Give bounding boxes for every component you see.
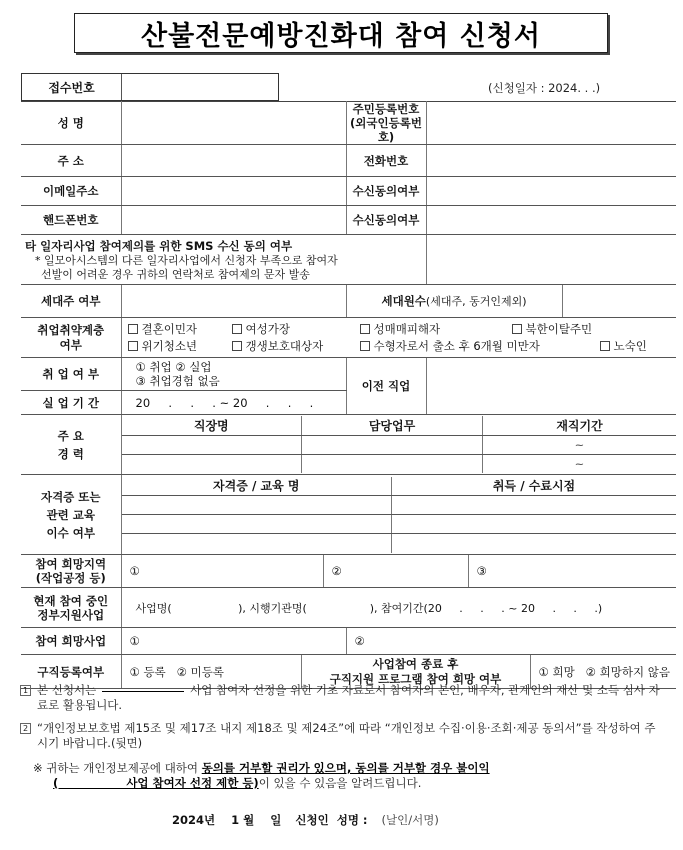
career-workplace-field[interactable] [122,454,302,473]
checkbox-icon [360,341,370,351]
option-marriage-immigrant[interactable]: 결혼이민자 [128,321,232,338]
sms-consent-title: 타 일자리사업 참여제의를 위한 SMS 수신 동의 여부 [25,238,293,253]
option-homeless[interactable]: 노숙인 [600,338,647,355]
household-size-label-note: (세대주, 동거인제외) [425,295,527,308]
sms-consent-label [21,235,426,285]
unemployment-period-label: 실 업 기 간 [21,391,121,415]
certificate-row [122,534,677,553]
warning-suffix: 이 있을 수 있음을 알려드립니다. [258,776,422,790]
email-consent-field[interactable] [426,177,676,206]
post-program-support-options[interactable]: ① 희망 ② 희망하지 않음 [530,655,676,689]
warning-bold-line1: 동의를 거부할 권리가 있으며, 동의를 거부할 경우 불이익 [201,761,490,775]
current-program-label-line1: 현재 참여 중인 [33,593,109,608]
signer-name-label: 신청인 성명 : [295,813,368,827]
notes-section [20,683,665,759]
option-north-korean-defector[interactable]: 북한이탈주민 [512,321,593,338]
checkbox-icon [232,324,242,334]
program-name-blank[interactable] [102,691,184,692]
sms-consent-note-line2: 선발이 어려운 경우 귀하의 연락처로 참여제의 문자 발송 [41,267,310,281]
certificate-header-date: 취득 / 수료시점 [392,477,677,496]
career-row [122,454,677,473]
career-table-cell [121,415,676,475]
previous-job-field[interactable] [426,358,676,415]
privacy-warning [33,761,665,791]
desired-program-field-2[interactable]: ② [346,628,676,655]
note-number-icon: 1 [20,685,31,696]
rrn-label-line2: (외국인등록번호) [350,116,422,144]
desired-area-field-3[interactable]: ③ [468,555,676,588]
phone-field[interactable] [426,145,676,177]
household-size-label-bold: 세대원수 [381,294,426,308]
certificate-row [122,515,677,534]
warning-bold-line2: ( 사업 참여자 선정 제한 등) [53,776,259,790]
unemployment-period-field[interactable]: 20 . . . ~ 20 . . . [121,391,346,415]
certificate-row [122,496,677,515]
signature-seal-field[interactable]: (날인/서명) [381,813,439,827]
post-support-label-line1: 사업참여 종료 후 [372,656,459,671]
option-female-head[interactable]: 여성가장 [232,321,360,338]
mobile-label: 핸드폰번호 [21,206,121,235]
note-2-text: “개인정보보호법 제15조 및 제17조 내지 제18조 및 제24조”에 따라 “개인정보 수집·이용·조회·제공 동의서”를 작성하여 주시기 바랍니다.(뒷면) [37,721,656,750]
employment-status-label: 취 업 여 부 [21,358,121,391]
document-title-box [74,13,608,53]
vulnerable-label-line2: 여부 [59,337,82,352]
sms-consent-field[interactable] [426,235,676,285]
certificate-name-field[interactable] [122,534,392,553]
sms-consent-note-line1: * 일모아시스템의 다른 일자리사업에서 신청자 부족으로 참여자 [35,253,338,267]
employment-options-line1: ① 취업 ② 실업 [135,360,212,374]
address-field[interactable] [121,145,346,177]
warning-prefix: ※ 귀하는 개인정보제공에 대하여 [33,761,202,775]
application-date: (신청일자 : 2024. . .) [488,81,601,95]
career-header-workplace: 직장명 [122,416,302,435]
option-released-prisoner[interactable]: 수형자로서 출소 후 6개월 미만자 [360,338,600,355]
name-field[interactable] [121,102,346,145]
career-header-period: 재직기간 [483,416,677,435]
certificate-table [122,477,677,553]
previous-job-label: 이전 직업 [346,358,426,415]
receipt-number-box [21,73,279,101]
email-field[interactable] [121,177,346,206]
certificate-name-field[interactable] [122,515,392,534]
certificate-header-name: 자격증 / 교육 명 [122,477,392,496]
career-row [122,435,677,454]
employment-status-options[interactable] [121,358,346,391]
current-program-label-line2: 정부지원사업 [37,607,105,622]
vulnerable-group-label [21,318,121,358]
household-size-label [346,285,562,318]
rrn-label [346,102,426,145]
career-workplace-field[interactable] [122,435,302,454]
post-support-label-line2: 구직지원 프로그램 참여 희망 여부 [329,671,502,686]
option-at-risk-youth[interactable]: 위기청소년 [128,338,232,355]
email-label: 이메일주소 [21,177,121,206]
phone-label: 전화번호 [346,145,426,177]
current-program-field[interactable]: 사업명( ), 시행기관명( ), 참여기간(20 . . . ~ 20 . . .) [121,588,676,628]
desired-area-label-line1: 참여 희망지역 [35,557,107,571]
checkbox-icon [128,324,138,334]
receipt-number-field[interactable] [122,74,278,100]
note-1-text-before: 본 신청서는 [37,683,97,697]
checkbox-icon [512,324,522,334]
email-consent-label: 수신동의여부 [346,177,426,206]
application-form-table [21,101,676,689]
certificate-label-line2: 관련 교육 [46,507,95,522]
certificate-date-field[interactable] [392,496,677,515]
mobile-field[interactable] [121,206,346,235]
signature-line [172,812,439,828]
career-header-duty: 담당업무 [302,416,483,435]
career-table [122,416,677,473]
checkbox-icon [600,341,610,351]
certificate-date-field[interactable] [392,515,677,534]
option-sex-trafficking-victim[interactable]: 성매매피해자 [360,321,512,338]
certificate-date-field[interactable] [392,534,677,553]
rrn-label-line1: 주민등록번호 [352,102,420,116]
desired-program-field-1[interactable]: ① [121,628,346,655]
desired-program-label: 참여 희망사업 [21,628,121,655]
desired-area-label-line2: (작업공정 등) [35,571,106,585]
career-label-line2: 경 력 [57,446,84,461]
checkbox-icon [232,341,242,351]
note-item [20,721,665,751]
vulnerable-label-line1: 취업취약계층 [37,322,105,337]
signature-date: 2024년 1 월 일 [172,813,282,827]
option-rehabilitation-subject[interactable]: 갱생보호대상자 [232,338,360,355]
document-title: 산불전문예방진화대 참여 신청서 [141,20,541,52]
job-registration-options[interactable]: ① 등록 ② 미등록 [121,655,301,689]
household-head-field[interactable] [121,285,346,318]
receipt-number-label: 접수번호 [22,74,122,100]
employment-options-line2: ③ 취업경험 없음 [135,374,220,388]
note-1-text-after: 사업 참여자 선정을 위한 기초 자료로서 참여자의 본인, 배우자, 관계인의 재산 및 소득 심사 자료로 활용됩니다. [37,683,660,712]
career-duty-field[interactable] [302,435,483,454]
certificate-table-cell [121,475,676,555]
career-label-line1: 주 요 [57,428,84,443]
note-number-icon: 2 [20,723,31,734]
career-label [21,415,121,475]
current-program-label [21,588,121,628]
certificate-name-field[interactable] [122,496,392,515]
address-label: 주 소 [21,145,121,177]
note-item [20,683,665,713]
household-head-label: 세대주 여부 [21,285,121,318]
vulnerable-group-options [121,318,676,358]
career-period-field[interactable]: ~ [483,435,677,454]
career-duty-field[interactable] [302,454,483,473]
rrn-field[interactable] [426,102,676,145]
certificate-label-line1: 자격증 또는 [40,489,101,504]
desired-area-label [21,555,121,588]
name-label: 성 명 [21,102,121,145]
desired-area-field-2[interactable]: ② [323,555,468,588]
household-size-field[interactable] [562,285,676,318]
certificate-label-line3: 이수 여부 [46,525,95,540]
desired-area-field-1[interactable]: ① [121,555,323,588]
checkbox-icon [128,341,138,351]
mobile-consent-field[interactable] [426,206,676,235]
career-period-field[interactable]: ~ [574,456,585,471]
note-text [37,683,665,713]
mobile-consent-label: 수신동의여부 [346,206,426,235]
certificate-label [21,475,121,555]
job-registration-label: 구직등록여부 [21,655,121,689]
checkbox-icon [360,324,370,334]
